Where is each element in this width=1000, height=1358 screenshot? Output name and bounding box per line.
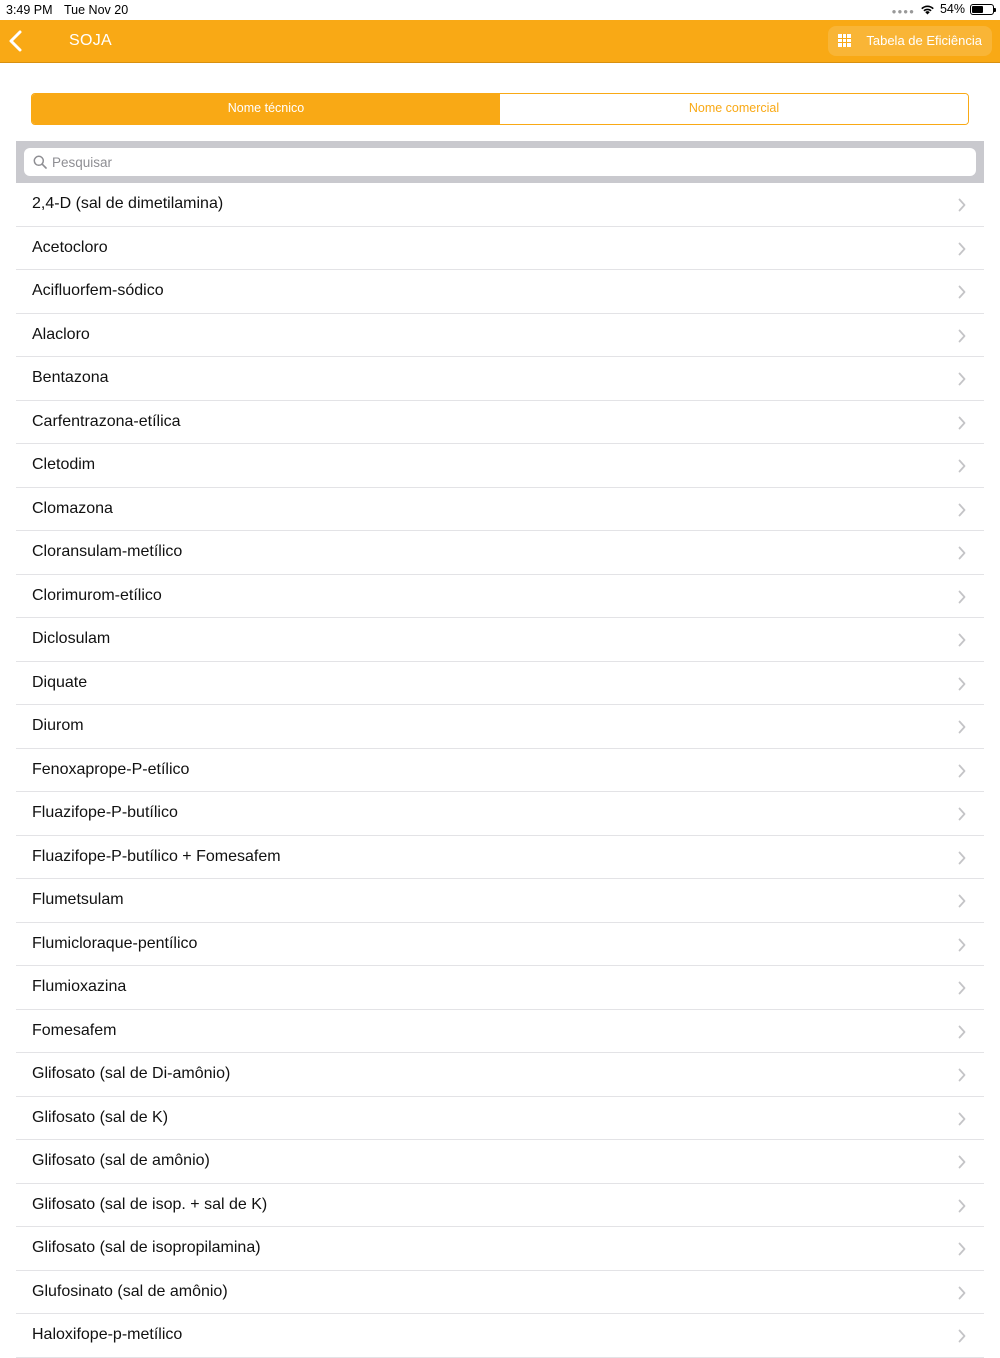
battery-icon [970, 4, 994, 15]
list-item[interactable] [16, 1184, 984, 1228]
list-item[interactable] [16, 1314, 984, 1358]
chevron-right-icon [958, 1242, 966, 1256]
list-item-label: Glifosato (sal de K) [32, 1108, 169, 1126]
technical-name-list [16, 183, 984, 1358]
list-item-label: Glufosinato (sal de amônio) [32, 1282, 228, 1300]
list-item-label: Flumioxazina [32, 978, 127, 995]
grid-icon [838, 34, 851, 47]
list-item-label: Acifluorfem-sódico [32, 282, 164, 299]
list-item-label: Clomazona [32, 499, 113, 517]
list-item[interactable] [16, 1053, 984, 1097]
battery-fill [972, 6, 983, 13]
list-item-label: Fluazifope-P-butílico + Fomesafem [32, 847, 281, 865]
chevron-right-icon [958, 981, 966, 995]
list-item[interactable] [16, 488, 984, 532]
chevron-right-icon [958, 1112, 966, 1126]
chevron-right-icon [958, 894, 966, 908]
chevron-right-icon [958, 1199, 966, 1213]
list-item-label: Cletodim [32, 456, 96, 473]
chevron-right-icon [958, 329, 966, 343]
list-item-label: Flumicloraque-pentílico [32, 934, 198, 952]
navigation-bar [0, 20, 1000, 63]
search-icon [33, 155, 47, 169]
list-item[interactable] [16, 575, 984, 619]
chevron-right-icon [958, 416, 966, 430]
chevron-right-icon [958, 503, 966, 517]
list-item-label: Bentazona [32, 369, 109, 386]
search-bar [16, 141, 984, 183]
chevron-left-icon[interactable] [6, 28, 26, 54]
status-right [892, 2, 994, 16]
segment-commercial-name[interactable]: Nome comercial [500, 94, 968, 124]
chevron-right-icon [958, 372, 966, 386]
list-item-label: Clorimurom-etílico [32, 586, 162, 604]
chevron-right-icon [958, 633, 966, 647]
list-item-label: Fenoxaprope-P-etílico [32, 760, 190, 778]
battery-percent: 54% [939, 2, 965, 16]
list-item[interactable] [16, 270, 984, 314]
list-item-label: Glifosato (sal de isop. + sal de K) [32, 1195, 268, 1213]
list-item[interactable] [16, 923, 984, 967]
chevron-right-icon [958, 677, 966, 691]
list-item[interactable] [16, 1140, 984, 1184]
list-item[interactable] [16, 792, 984, 836]
chevron-right-icon [958, 1025, 966, 1039]
list-item-label: Acetocloro [32, 238, 108, 256]
chevron-right-icon [958, 546, 966, 560]
status-date: Tue Nov 20 [64, 3, 129, 17]
efficiency-table-button[interactable] [828, 26, 992, 56]
wifi-icon [920, 4, 935, 15]
list-item[interactable] [16, 183, 984, 227]
list-item-label: Flumetsulam [32, 891, 124, 908]
search-box [24, 148, 976, 176]
search-input[interactable] [52, 148, 968, 176]
list-item[interactable] [16, 357, 984, 401]
list-item[interactable] [16, 1227, 984, 1271]
chevron-right-icon [958, 459, 966, 473]
chevron-right-icon [958, 1286, 966, 1300]
chevron-right-icon [958, 807, 966, 821]
list-item[interactable] [16, 618, 984, 662]
list-item-label: Glifosato (sal de Di-amônio) [32, 1065, 231, 1082]
efficiency-table-label: Tabela de Eficiência [866, 33, 982, 48]
list-item-label: Diclosulam [32, 630, 111, 647]
list-item-label: Carfentrazona-etílica [32, 412, 181, 430]
list-item[interactable] [16, 531, 984, 575]
chevron-right-icon [958, 1068, 966, 1082]
segment-technical-name[interactable]: Nome técnico [32, 94, 500, 124]
chevron-right-icon [958, 1329, 966, 1343]
list-item[interactable] [16, 314, 984, 358]
chevron-right-icon [958, 1155, 966, 1169]
chevron-right-icon [958, 590, 966, 604]
list-item[interactable] [16, 1271, 984, 1315]
list-item-label: Diurom [32, 717, 84, 734]
list-item-label: 2,4-D (sal de dimetilamina) [32, 195, 224, 212]
list-item-label: Glifosato (sal de amônio) [32, 1152, 210, 1169]
list-item[interactable] [16, 227, 984, 271]
list-item[interactable] [16, 662, 984, 706]
chevron-right-icon [958, 938, 966, 952]
status-time: 3:49 PM [6, 3, 53, 17]
list-item[interactable] [16, 705, 984, 749]
list-item[interactable] [16, 836, 984, 880]
chevron-right-icon [958, 285, 966, 299]
list-item-label: Fomesafem [32, 1021, 117, 1039]
list-item-label: Haloxifope-p-metílico [32, 1326, 183, 1343]
status-bar [0, 0, 1000, 20]
list-item[interactable] [16, 1097, 984, 1141]
list-item-label: Glifosato (sal de isopropilamina) [32, 1239, 261, 1256]
list-item[interactable] [16, 966, 984, 1010]
list-item-label: Diquate [32, 673, 88, 691]
list-item-label: Fluazifope-P-butílico [32, 804, 178, 821]
list-item[interactable] [16, 1010, 984, 1054]
list-item[interactable] [16, 444, 984, 488]
chevron-right-icon [958, 242, 966, 256]
list-item-label: Cloransulam-metílico [32, 543, 183, 560]
chevron-right-icon [958, 851, 966, 865]
chevron-right-icon [958, 720, 966, 734]
chevron-right-icon [958, 764, 966, 778]
list-item-label: Alacloro [32, 325, 90, 343]
list-item[interactable] [16, 879, 984, 923]
page-title: SOJA [69, 32, 112, 49]
chevron-right-icon [958, 198, 966, 212]
signal-icon: ●●●● [891, 6, 915, 16]
name-type-segmented-control [31, 93, 969, 125]
list-item[interactable] [16, 401, 984, 445]
list-item[interactable] [16, 749, 984, 793]
